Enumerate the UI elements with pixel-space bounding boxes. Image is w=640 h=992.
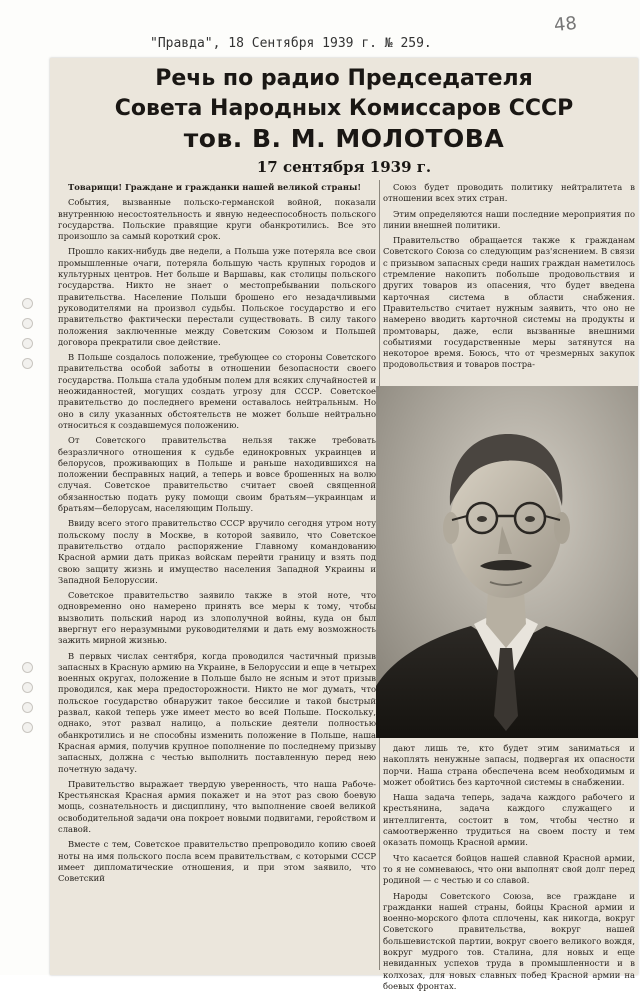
binder-hole: [22, 358, 33, 369]
typed-source-line: "Правда", 18 Сентября 1939 г. № 259.: [150, 36, 432, 51]
paragraph: Что касается бойцов нашей славной Красной армии, то я не сомневаюсь, что они выполнят свой долг перед родиной — с честью и со славой.: [383, 852, 635, 886]
portrait-photo: [376, 386, 638, 738]
paragraph: Наша задача теперь, задача каждого рабочего и крестьянина, задача каждого служащего и интеллигента, состоит в том, чтобы честно и самоотверженно трудиться на своем посту и тем оказать помощь Красной армии.: [383, 792, 635, 848]
headline: [50, 64, 638, 154]
right-column-top: [383, 182, 635, 382]
right-column-bottom: [383, 743, 635, 991]
newspaper-clipping: [50, 58, 638, 991]
paragraph: В первых числах сентября, когда проводился частичный призыв запасных в Красную армию на Украине, в Белоруссии и еще в четырех военных округах, положение в Польше было не ясным и этот призыв проводился, как мера предосторожности. Никто не мог думать, что польское государство обнаружит такое бессилие и такой быстрый развал, какой теперь уже имеет место во всей Польше. Поскольку, однако, этот развал налицо, а польские деятели полностью обанкротились и не способны изменить положение в Польше, наша Красная армия, получив крупное пополнение по последнему призыву запасных, должна с честью выполнить поставленную перед нею почетную задачу.: [58, 650, 376, 774]
paragraph: В Польше создалось положение, требующее со стороны Советского правительства особой заботы в отношении безопасности своего государства. Польша стала удобным полем для всяких случайностей и неожиданностей, могущих создать угрозу для СССР. Советское правительство до последнего времени оставалось нейтральным. Но оно в силу указанных обстоятельств не может больше нейтрально относиться к создавшемуся положению.: [58, 352, 376, 430]
paragraph: События, вызванные польско-германской войной, показали внутреннюю несостоятельность и явную недееспособность польского государства. Польские правящие круги обанкротились. Все это произошло за самый короткий срок.: [58, 197, 376, 242]
paragraph: От Советского правительства нельзя также требовать безразличного отношения к судьбе единокровных украинцев и белорусов, проживающих в Польше и раньше находившихся на положении бесправных наций, а теперь и вовсе брошенных на волю случая. Советское правительство считает своей священной обязанностью подать руку помощи своим братьям—украинцам и братьям—белорусам, населяющим Польшу.: [58, 435, 376, 514]
handwritten-page-number: 48: [552, 12, 578, 37]
speech-date: 17 сентября 1939 г.: [256, 158, 432, 176]
headline-line-3: тов. В. М. МОЛОТОВА: [183, 124, 505, 153]
binder-hole: [22, 682, 33, 693]
paragraph: Народы Советского Союза, все граждане и гражданки нашей страны, бойцы Красной армии и военно-морского флота сплочены, как никогда, вокруг Советского правительства, вокруг нашей большевистской партии, вокруг своего великого вождя, вокруг мудрого тов. Сталина, для новых и еще невиданных успехов труда в промышленности и в колхозах, для новых славных побед Красной армии на боевых фронтах.: [383, 890, 635, 991]
paragraph: Советское правительство заявило также в этой ноте, что одновременно оно намерено принять все меры к тому, чтобы вызволить польский народ из злополучной войны, куда он был ввергнут его неразумными руководителями и дать ему возможность зажить мирной жизнью.: [58, 590, 376, 646]
paragraph: Прошло каких-нибудь две недели, а Польша уже потеряла все свои промышленные очаги, потеряла большую часть крупных городов и культурных центров. Нет больше и Варшавы, как столицы польского государства. Никто не знает о местопребывании польского правительства. Население Польши брошено его незадачливыми руководителями на произвол судьбы. Польское государство и его правительство фактически перестали существовать. В силу такого положения заключенные между Советским Союзом и Польшей договора прекратили свое действие.: [58, 246, 376, 347]
paragraph: Союз будет проводить политику нейтралитета в отношении всех этих стран.: [383, 182, 635, 204]
binder-hole: [22, 702, 33, 713]
paragraph: Ввиду всего этого правительство СССР вручило сегодня утром ноту польскому послу в Москве, в которой заявило, что Советское правительство отдало распоряжение Главному командованию Красной армии дать приказ войскам перейти границу и взять под свою защиту жизнь и имущество населения Западной Украины и Западной Белоруссии.: [58, 518, 376, 585]
binder-hole: [22, 298, 33, 309]
portrait-illustration: [376, 386, 638, 738]
paragraph: Правительство обращается также к гражданам Советского Союза со следующим раз'яснением. В связи с призывом запасных среди наших граждан наметилось стремление накопить побольше продовольствия и других товаров из опасения, что будет введена карточная система в области снабжения. Правительство считает нужным заявить, что оно не намерено вводить карточной системы на продукты и промтовары, даже, если вызванные внешними событиями государственные меры затянутся на некоторое время. Боюсь, что от чрезмерных закупок продовольствия и товаров постра-: [383, 235, 635, 370]
binder-hole: [22, 722, 33, 733]
headline-line-2: Совета Народных Комиссаров СССР: [114, 96, 574, 121]
headline-line-1: Речь по радио Председателя: [155, 66, 533, 91]
paragraph: Вместе с тем, Советское правительство препроводило копию своей ноты на имя польского посла всем правительствам, с которыми СССР имеет дипломатические отношения, и при этом заявило, что Советский: [58, 839, 376, 884]
binder-hole: [22, 318, 33, 329]
binder-hole: [22, 338, 33, 349]
left-column: [58, 182, 376, 972]
paragraph: Этим определяются наши последние мероприятия по линии внешней политики.: [383, 208, 635, 230]
paragraph: дают лишь те, кто будет этим заниматься и накоплять ненужные запасы, подвергая их опасности порчи. Наша страна обеспечена всем необходимым и может обойтись без карточной системы в снабжении.: [383, 743, 635, 787]
binder-hole: [22, 662, 33, 673]
paragraph: Товарищи! Граждане и гражданки нашей великой страны!: [68, 182, 362, 192]
paragraph: Правительство выражает твердую уверенность, что наша Рабоче-Крестьянская Красная армия покажет и на этот раз свою боевую мощь, сознательность и дисциплину, что выполнение своей великой освободительной задачи она покроет новыми подвигами, геройством и славой.: [58, 778, 376, 835]
